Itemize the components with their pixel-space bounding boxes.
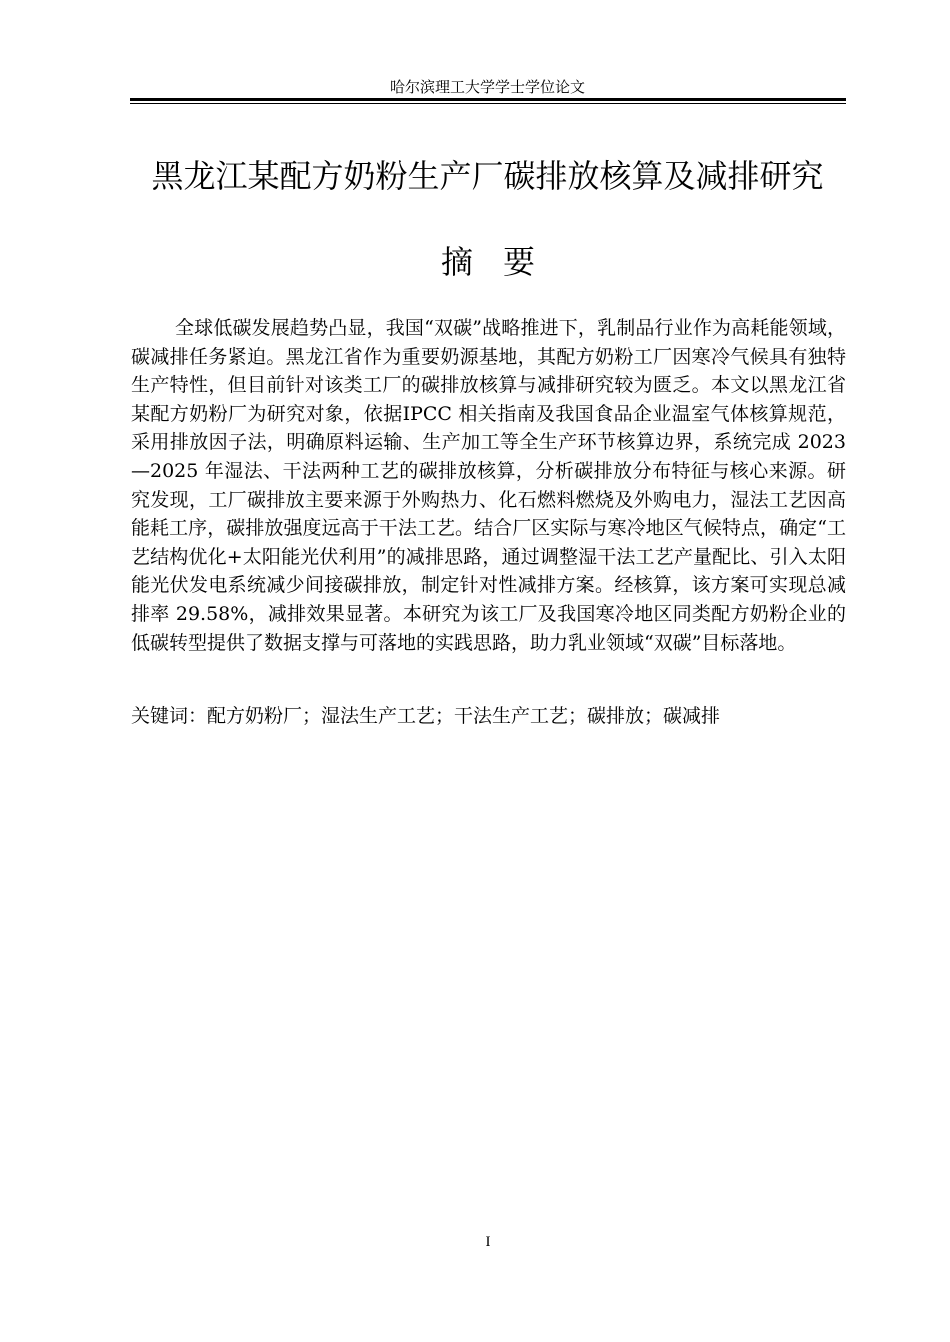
keywords-label: 关键词：	[131, 705, 208, 727]
running-header: 哈尔滨理工大学学士学位论文	[389, 78, 585, 96]
abstract-heading: 摘要	[440, 243, 565, 281]
page-number: I	[485, 1234, 491, 1250]
abstract-body: 全球低碳发展趋势凸显，我国“双碳”战略推进下，乳制品行业作为高耗能领域，碳减排任务紧迫。黑龙江省作为重要奶源基地，其配方奶粉工厂因寒冷气候具有独特生产特性，但目前针对该类工厂的碳排放核算与减排研究较为匮乏。本文以黑龙江省某配方奶粉厂为研究对象，依据IPCC 相关指南及我国食品企业温室气体核算规范，采用排放因子法，明确原料运输、生产加工等全生产环节核算边界，系统完成 2023—2025 年湿法、干法两种工艺的碳排放核算，分析碳排放分布特征与核心来源。研究发现，工厂碳排放主要来源于外购热力、化石燃料燃烧及外购电力，湿法工艺因高能耗工序，碳排放强度远高于干法工艺。结合厂区实际与寒冷地区气候特点，确定“工艺结构优化+太阳能光伏利用”的减排思路，通过调整湿干法工艺产量配比、引入太阳能光伏发电系统减少间接碳排放，制定针对性减排方案。经核算，该方案可实现总减排率 29.58%，减排效果显著。本研究为该工厂及我国寒冷地区同类配方奶粉企业的低碳转型提供了数据支撑与可落地的实践思路，助力乳业领域“双碳”目标落地。	[131, 317, 846, 654]
header-rule-thin	[130, 103, 846, 104]
header-rule-thick	[130, 98, 846, 101]
keywords	[131, 702, 846, 730]
thesis-title: 黑龙江某配方奶粉生产厂碳排放核算及减排研究	[151, 157, 824, 195]
keywords-text: 配方奶粉厂；湿法生产工艺；干法生产工艺；碳排放；碳减排	[207, 705, 721, 727]
